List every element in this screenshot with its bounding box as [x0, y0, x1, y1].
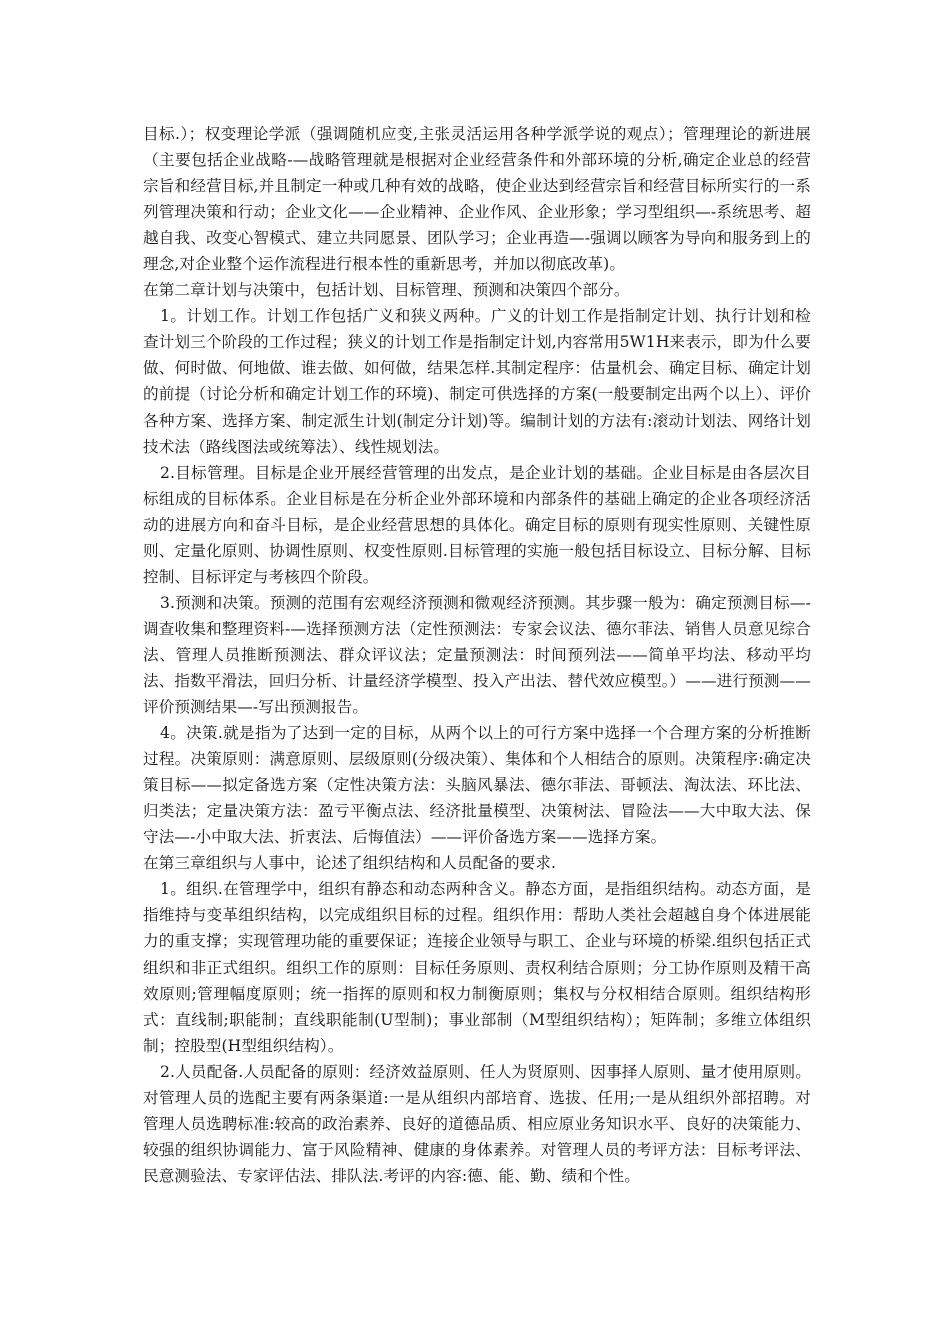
- paragraph-forecasting: 3.预测和决策。预测的范围有宏观经济预测和微观经济预测。其步骤一般为：确定预测目标—-调查收集和整理资料-—选择预测方法（定性预测法：专家会议法、德尔菲法、销售人员意见综合法、管理人员推断预测法、群众评议法；定量预测法：时间预列法——简单平均法、移动平均法、指数平滑法，回归分析、计量经济学模型、投入产出法、替代效应模型。）——进行预测——评价预测结果—-写出预测报告。: [143, 593, 811, 717]
- paragraph-management-theory: 目标.）；权变理论学派（强调随机应变,主张灵活运用各种学派学说的观点）；管理理论的新进展（主要包括企业战略-—战略管理就是根据对企业经营条件和外部环境的分析,确定企业总的经营宗旨和经营目标,并且制定一种或几种有效的战略，使企业达到经营宗旨和经营目标所实行的一系列管理决策和行动；企业文化——企业精神、企业作风、企业形象；学习型组织—-系统思考、超越自我、改变心智模式、建立共同愿景、团队学习；企业再造—-强调以顾客为导向和服务到上的理念,对企业整个运作流程进行根本性的重新思考，并加以彻底改革)。: [143, 125, 811, 274]
- paragraph-planning: 1。计划工作。计划工作包括广义和狭义两种。广义的计划工作是指制定计划、执行计划和检查计划三个阶段的工作过程；狭义的计划工作是指制定计划,内容常用5W1H来表示，即为什么要做、何时做、何地做、谁去做、如何做，结果怎样.其制定程序：估量机会、确定目标、确定计划的前提（讨论分析和确定计划工作的环境)、制定可供选择的方案(一般要制定出两个以上）、评价各种方案、选择方案、制定派生计划(制定分计划)等。编制计划的方法有:滚动计划法、网络计划技术法（路线图法或统筹法）、线性规划法。: [143, 307, 811, 456]
- paragraph-objectives: 2.目标管理。目标是企业开展经营管理的出发点，是企业计划的基础。企业目标是由各层次目标组成的目标体系。企业目标是在分析企业外部环境和内部条件的基础上确定的企业各项经济活动的进展方向和奋斗目标，是企业经营思想的具体化。确定目标的原则有现实性原则、关键性原则、定量化原则、协调性原则、权变性原则.目标管理的实施一般包括目标设立、目标分解、目标控制、目标评定与考核四个阶段。: [143, 463, 811, 586]
- paragraph-staffing: 2.人员配备.人员配备的原则：经济效益原则、任人为贤原则、因事择人原则、量才使用原则。对管理人员的选配主要有两条渠道:一是从组织内部培育、选拔、任用;一是从组织外部招聘。对管理人员选聘标准:较高的政治素养、良好的道德品质、相应原业务知识水平、良好的决策能力、较强的组织协调能力、富于风险精神、健康的身体素养。对管理人员的考评方法：目标考评法、民意测验法、专家评估法、排队法.考评的内容:德、能、勤、绩和个性。: [143, 1062, 811, 1185]
- paragraph-organization: 1。组织.在管理学中，组织有静态和动态两种含义。静态方面，是指组织结构。动态方面，是指维持与变革组织结构，以完成组织目标的过程。组织作用：帮助人类社会超越自身个体进展能力的重支撑；实现管理功能的重要保证；连接企业领导与职工、企业与环境的桥梁.组织包括正式组织和非正式组织。组织工作的原则：目标任务原则、责权利结合原则；分工协作原则及精干高效原则;管理幅度原则；统一指挥的原则和权力制衡原则；集权与分权相结合原则。组织结构形式：直线制;职能制；直线职能制(U型制)；事业部制（M型组织结构）；矩阵制；多维立体组织制；控股型(H型组织结构）。: [143, 880, 811, 1055]
- paragraph-chapter3-intro: 在第三章组织与人事中，论述了组织结构和人员配备的要求.: [143, 854, 557, 873]
- paragraph-decision: 4。决策.就是指为了达到一定的目标，从两个以上的可行方案中选择一个合理方案的分析推断过程。决策原则：满意原则、层级原则(分级决策）、集体和个人相结合的原则。决策程序:确定决策目标——拟定备选方案（定性决策方法：头脑风暴法、德尔菲法、哥顿法、淘汰法、环比法、归类法；定量决策方法：盈亏平衡点法、经济批量模型、决策树法、冒险法——大中取大法、保守法—-小中取大法、折衷法、后悔值法）——评价备选方案——选择方案。: [143, 724, 811, 847]
- document-body: [143, 121, 811, 1189]
- paragraph-chapter2-intro: 在第二章计划与决策中，包括计划、目标管理、预测和决策四个部分。: [143, 281, 630, 300]
